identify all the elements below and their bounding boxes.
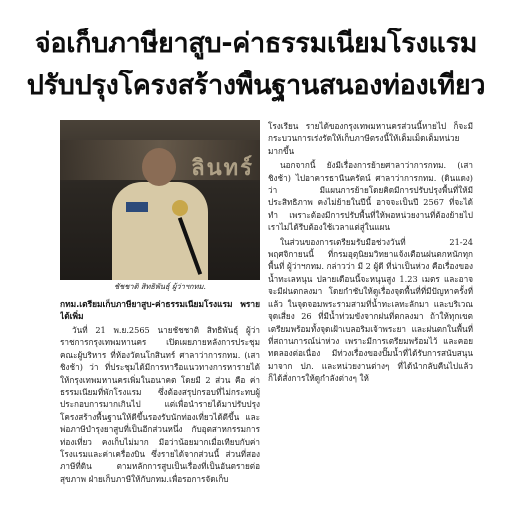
- article-paragraph: โรงเรียน รายได้ของกรุงเทพมหานครส่วนนี้หายไป ก็จะมีกระบวนการเร่งรัดให้เก็บภาษีตรงนี้ให้เต็มเม็ดเต็มหน่วยมากขึ้น: [268, 121, 473, 156]
- uniform-insignia: [126, 202, 148, 212]
- photo-caption: ชัชชาติ สิทธิพันธุ์ ผู้ว่าฯกทม.: [114, 282, 206, 291]
- headline-line-1: จ่อเก็บภาษียาสูบ-ค่าธรรมเนียมโรงแรม: [34, 28, 478, 59]
- article-paragraph: นอกจากนี้ ยังมีเรื่องการย้ายศาลาว่าการกทม. (เสาชิงช้า) ไปอาคารธานีนครัตน์ ศาลาว่าการกทม. (ดินแดง) ว่า มีแผนการย้ายโดยคิดมีการปรับปรุงพื้นที่ให้มีประสิทธิภาพ คงไม่ย้ายในปีนี้ อาจจะเป็นปี 2567 ที่จะได้ทำ เพราะต้องมีการปรับพื้นที่ให้พอหน่วยงานที่ต้องย้ายไป เราไม่ได้รีบต้องใช้เวลาแต่สู่ในแผน: [268, 160, 473, 233]
- speaker-head: [142, 148, 176, 186]
- article-column-left: [60, 298, 260, 508]
- uniform-medal: [172, 200, 188, 216]
- article-column-right: [268, 120, 473, 510]
- article-paragraph: ในส่วนของการเตรียมรับมือช่วงวันที่ 21-24 พฤศจิกายนนี้ ที่กรมอุตุนิยมวิทยาแจ้งเตือนฝนตกหนักทุกพื้นที่ ผู้ว่าฯกทม. กล่าวว่า มี 2 ผู้ดี ที่น่าเป็นห่วง คือเรื่องของน้ำทะเลหนุน ปลายเดือนนี้จะหนุนสูง 1.23 เมตร และอาจจะมีฝนตกลงมา โดยกำชับให้ดูเรื่องจุดพื้นที่ที่มีปัญหาครั้งที่แล้ว ในจุดจอมพระรามสามที่น้ำทะเลทะลักมา และบริเวณจุดเสี่ยง 26 ที่มีน้ำท่วมขังจากฝนที่ตกลงมา ถ้าให้ทุกเขตเตรียมพร้อมทั้งจุดเฝ้าเบลอริมเจ้าพระยา และฝนตกในพื้นที่ ที่สถานการณ์น่าห่วง เพราะมีการเตรียมพร้อมไว้ และคอยทดลองต่อเนื่อง มีท่วงเรื่องของปั๊มน้ำที่ได้รับการสนับสนุนมาจาก ปภ. และหน่วยงานต่างๆ ที่ได้นำกลับคืนไปแล้ว ก็ได้สั่งการให้ดูกำลังต่างๆ ให้: [268, 236, 473, 384]
- news-photo: [60, 120, 260, 280]
- headline-line-2: ปรับปรุงโครงสร้างพื้นฐานสนองท่องเที่ยว: [26, 70, 486, 101]
- speaker-uniform: [112, 182, 208, 280]
- article-subhead: กทม.เตรียมเก็บภาษียาสูบ-ค่าธรรมเนียมโรงแรม พรายได้เพิ่ม: [60, 299, 260, 321]
- photo-banner-text: ลินทร์: [191, 156, 254, 181]
- article-paragraph: วันที่ 21 พ.ย.2565 นายชัชชาติ สิทธิพันธุ์ ผู้ว่าราชการกรุงเทพมหานคร เปิดเผยภายหลังการประชุมคณะผู้บริหาร ที่ห้องวัดนโกสินทร์ ศาลาว่าการกทม. (เสาชิงช้า) ว่า ที่ประชุมได้มีการหารือแนวทางการหารายได้ให้กรุงเทพมหานครเพิ่มในอนาคต โดยมี 2 ส่วน คือ ค่าธรรมเนียมที่พักโรงแรม ซึ่งต้องสรุปกรอบที่ไม่กระทบผู้ประกอบการมากเกินไป แต่เพื่อนำรายได้มาปรับปรุงโครงสร้างพื้นฐานให้ดีขึ้นรองรับนักท่องเที่ยวได้ดีขึ้น และพ่อภาษีบำรุงยาสูบที่เป็นอีกส่วนหนึ่ง กับอุตสาหกรรมการท่องเที่ยว คงเก็บไม่มาก มีอว่าน้อยมากเมื่อเทียบกับค่าโรงแรมและค่าเครื่องบิน ซึ่งรายได้จากส่วนนี้ ส่วนที่สอง ภาษีที่ดิน ตามหลักการสูบเป็นเรื่องที่เป็นอันตรายต่อสุขภาพ ฝ่ายเก็บภาษีให้กับกทม.เพื่อรอการจัดเก็บ: [60, 325, 260, 484]
